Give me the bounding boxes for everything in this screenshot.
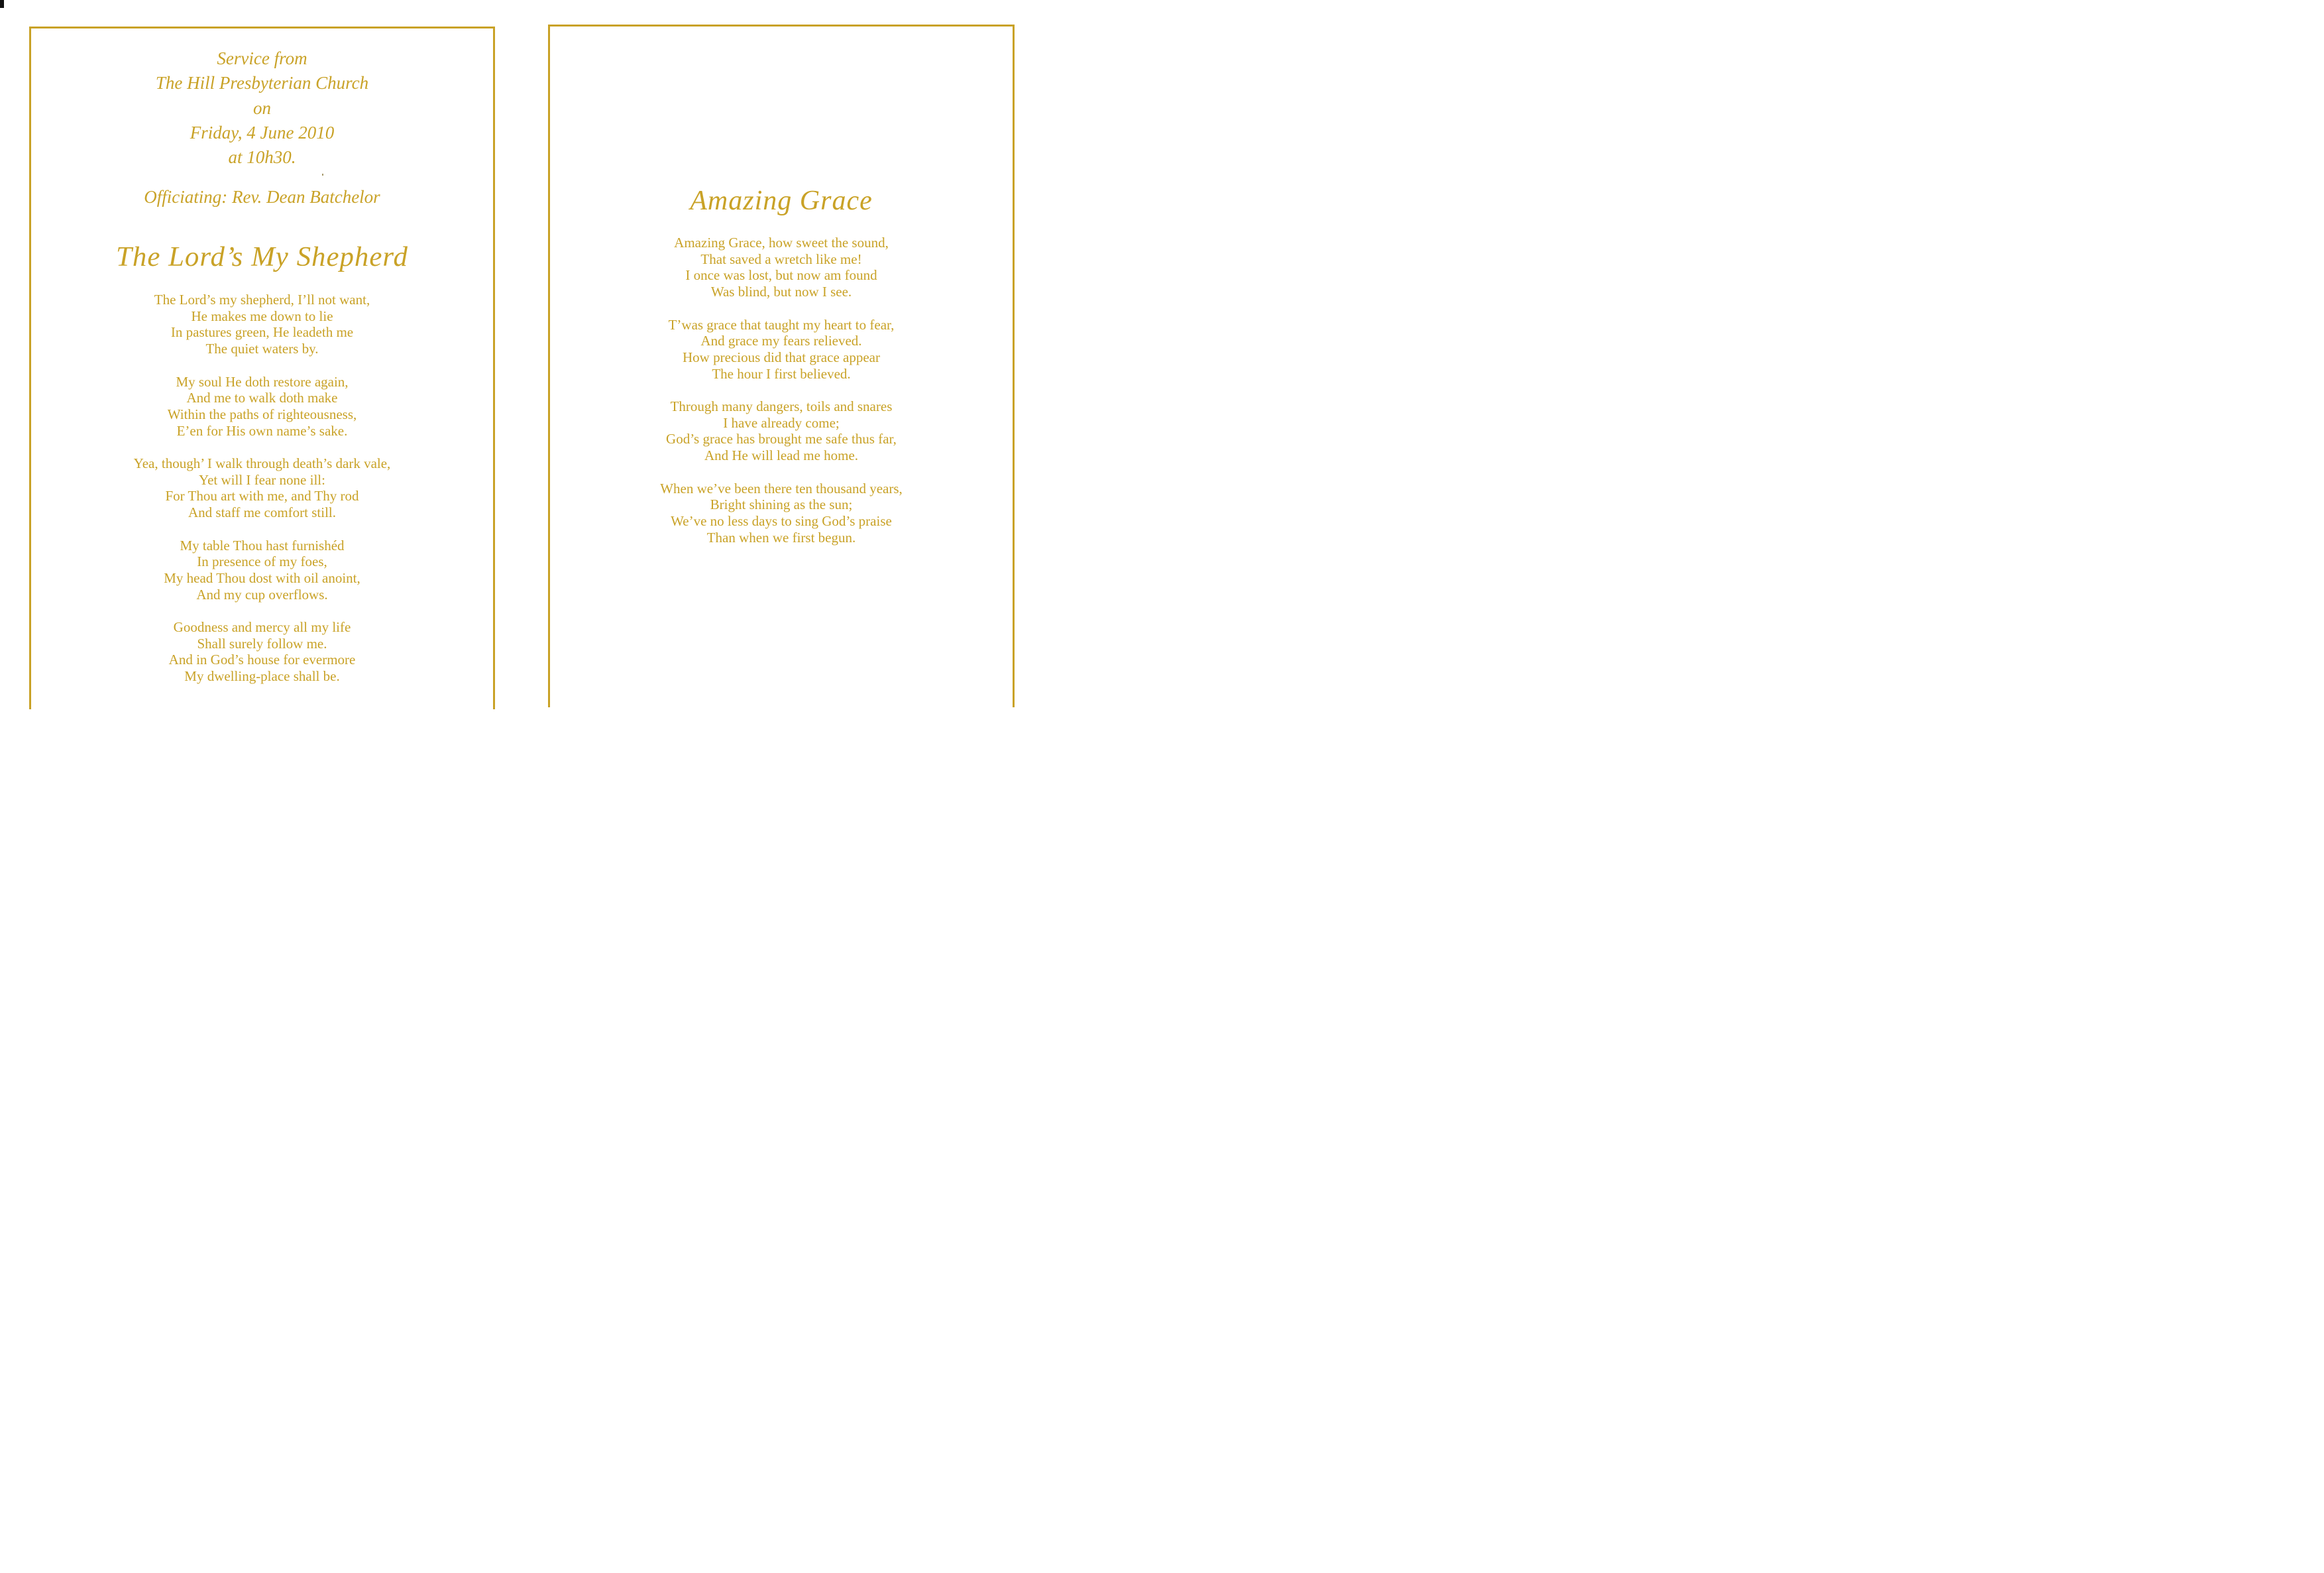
lyric-line: The Lord’s my shepherd, I’ll not want, [154, 292, 370, 308]
verse [550, 317, 1013, 382]
lyric-line: Bright shining as the sun; [710, 496, 853, 513]
verse [31, 538, 493, 603]
lyric-line: He makes me down to lie [191, 308, 333, 324]
verse [31, 455, 493, 521]
lyric-line: When we’ve been there ten thousand years, [660, 480, 903, 496]
lyric-line: E’en for His own name’s sake. [176, 422, 348, 439]
lyric-line: Through many dangers, toils and snares [670, 398, 893, 414]
hymn-title-lords-shepherd: The Lord’s My Shepherd [116, 242, 408, 272]
service-date: Friday, 4 June 2010 [190, 122, 335, 143]
lyric-line: Than when we first begun. [706, 529, 856, 546]
lyric-line: My head Thou dost with oil anoint, [164, 569, 360, 586]
scan-speck [322, 174, 323, 176]
lyric-line: For Thou art with me, and Thy rod [165, 488, 359, 504]
hymn-title-amazing-grace: Amazing Grace [690, 186, 873, 216]
scan-edge-mark [0, 0, 4, 8]
hymn-lyrics-lords-shepherd [31, 292, 493, 701]
lyric-line: And He will lead me home. [704, 447, 859, 464]
lyric-line: In presence of my foes, [197, 553, 327, 570]
service-line-3: on [253, 97, 271, 118]
lyric-line: The hour I first believed. [712, 365, 851, 382]
verse [550, 481, 1013, 546]
lyric-line: Shall surely follow me. [197, 635, 327, 652]
lyric-line: Within the paths of righteousness, [167, 406, 357, 422]
lyric-line: We’ve no less days to sing God’s praise [671, 512, 892, 529]
verse [550, 235, 1013, 300]
verse [31, 292, 493, 357]
lyric-line: Goodness and mercy all my life [173, 619, 351, 635]
officiating-line: Officiating: Rev. Dean Batchelor [144, 187, 380, 207]
hymn-lyrics-amazing-grace [550, 235, 1013, 562]
lyric-line: Yet will I fear none ill: [199, 471, 325, 488]
right-page [548, 25, 1015, 707]
service-info [31, 46, 493, 170]
lyric-line: I once was lost, but now am found [685, 267, 877, 284]
lyric-line: Was blind, but now I see. [710, 284, 852, 300]
service-church: The Hill Presbyterian Church [155, 73, 369, 93]
lyric-line: That saved a wretch like me! [700, 251, 862, 267]
service-line-1: Service from [217, 48, 307, 68]
lyric-line: In pastures green, He leadeth me [170, 324, 354, 341]
lyric-line: How precious did that grace appear [683, 349, 880, 365]
lyric-line: My dwelling-place shall be. [184, 668, 340, 685]
service-time: at 10h30. [228, 147, 296, 168]
lyric-line: My soul He doth restore again, [176, 373, 349, 390]
lyric-line: My table Thou hast furnishéd [180, 537, 345, 553]
lyric-line: And my cup overflows. [196, 586, 328, 603]
lyric-line: Amazing Grace, how sweet the sound, [674, 235, 889, 251]
lyric-line: The quiet waters by. [205, 341, 319, 357]
lyric-line: Yea, though’ I walk through death’s dark vale, [133, 455, 391, 471]
lyric-line: And staff me comfort still. [188, 504, 336, 521]
verse [31, 374, 493, 439]
verse [31, 619, 493, 685]
lyric-line: And grace my fears relieved. [700, 333, 862, 349]
left-page [29, 27, 495, 709]
lyric-line: God’s grace has brought me safe thus far, [666, 431, 897, 447]
lyric-line: T’was grace that taught my heart to fear, [668, 316, 895, 333]
lyric-line: I have already come; [723, 414, 840, 431]
lyric-line: And me to walk doth make [186, 390, 338, 406]
lyric-line: And in God’s house for evermore [168, 652, 356, 668]
verse [550, 398, 1013, 464]
